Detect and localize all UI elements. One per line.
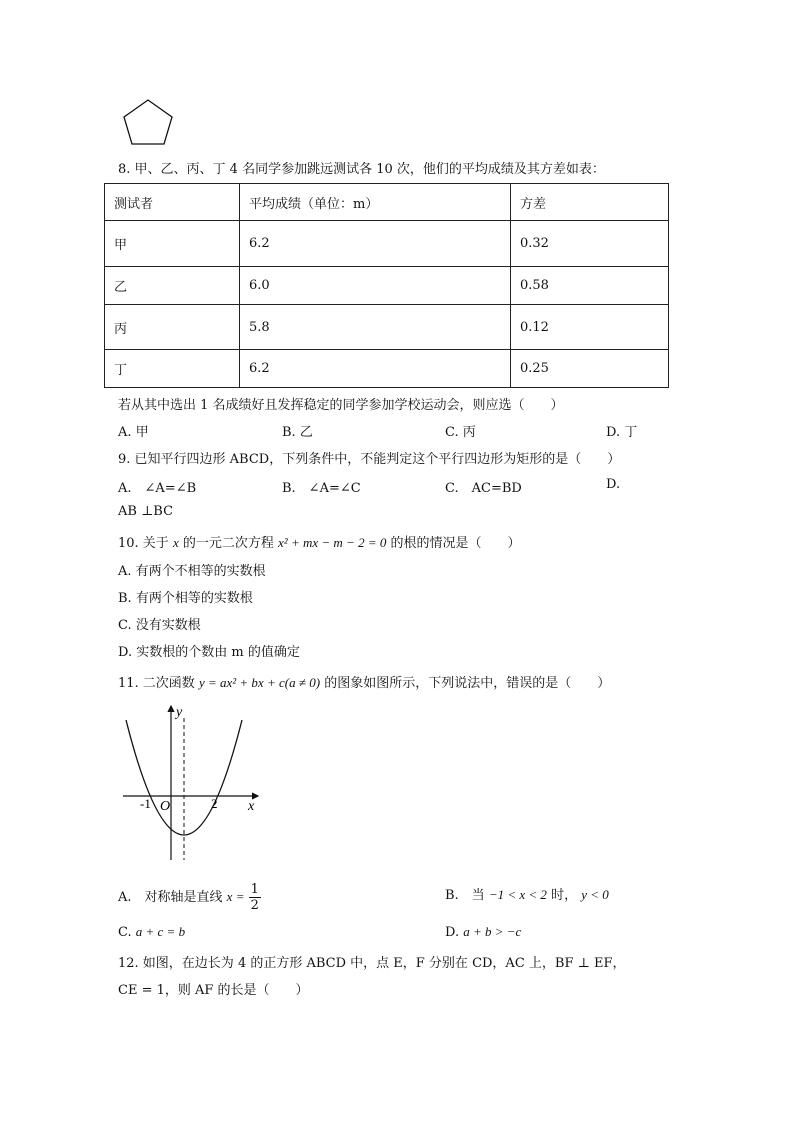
- q10-stem: [118, 532, 521, 551]
- q8-question: 若从其中选出 1 名成绩好且发挥稳定的同学参加学校运动会，则应选（ ）: [118, 398, 564, 413]
- table-cell: 6.2: [240, 221, 511, 267]
- x-axis-label: x: [248, 799, 255, 814]
- q11-option-a-prefix: A. 对称轴是直线: [118, 890, 223, 905]
- q10-equation: x² + mx − m − 2 = 0: [278, 535, 387, 550]
- table-row: [105, 305, 669, 350]
- table-cell: 5.8: [240, 305, 511, 350]
- q12-line2: CE = 1，则 AF 的长是（ ）: [118, 983, 309, 998]
- q9-option-c: C. AC=BD: [445, 481, 522, 496]
- table-cell: 0.32: [511, 221, 669, 267]
- table-cell: 6.2: [240, 350, 511, 388]
- q10-option-b: B. 有两个相等的实数根: [118, 591, 253, 606]
- q8-option-b: B. 乙: [282, 425, 313, 440]
- y-axis-label: y: [176, 705, 183, 720]
- score-variance-table: [104, 183, 669, 388]
- table-cell: 0.58: [511, 267, 669, 305]
- q11-option-b-condition: −1 < x < 2: [488, 887, 547, 902]
- header-cell: 平均成绩（单位：m）: [240, 184, 511, 221]
- q11-option-d-eq: a + b > −c: [463, 924, 522, 939]
- table-cell: 乙: [105, 267, 240, 305]
- table-row: [105, 221, 669, 267]
- q11-option-b: [445, 884, 609, 903]
- q11-option-c-prefix: C.: [118, 925, 132, 940]
- q9-option-d-label: D.: [606, 477, 621, 492]
- root-left-label: -1: [140, 796, 151, 811]
- q11-option-a-eq: x =: [226, 889, 245, 904]
- q11-stem-prefix: 11. 二次函数: [118, 676, 195, 691]
- q11-stem: [118, 672, 610, 691]
- q8-stem: 8. 甲、乙、丙、丁 4 名同学参加跳远测试各 10 次，他们的平均成绩及其方差如表：: [118, 162, 605, 177]
- q9-option-d-text: AB ⊥BC: [118, 504, 174, 519]
- header-cell: 测试者: [105, 184, 240, 221]
- header-cell: 方差: [511, 184, 669, 221]
- q8-option-a: A. 甲: [118, 425, 149, 440]
- origin-label: O: [160, 799, 171, 814]
- q10-option-a: A. 有两个不相等的实数根: [118, 564, 266, 579]
- q11-option-b-prefix: B. 当: [445, 888, 485, 903]
- q11-stem-suffix: 的图象如图所示，下列说法中，错误的是（ ）: [324, 676, 611, 691]
- table-cell: 6.0: [240, 267, 511, 305]
- q10-option-d: D. 实数根的个数由 m 的值确定: [118, 645, 300, 660]
- table-header-row: [105, 184, 669, 221]
- table-row: [105, 350, 669, 388]
- q12-line1: 12. 如图，在边长为 4 的正方形 ABCD 中，点 E，F 分别在 CD，AC 上，BF ⊥ EF，: [118, 956, 626, 971]
- q9-option-a: A. ∠A=∠B: [118, 481, 197, 496]
- q11-option-c-eq: a + c = b: [135, 924, 186, 939]
- q8-option-c: C. 丙: [445, 425, 476, 440]
- table-row: [105, 267, 669, 305]
- q10-stem-suffix: 的根的情况是（ ）: [390, 536, 521, 551]
- q10-variable: x: [172, 535, 179, 550]
- q10-option-c: C. 没有实数根: [118, 618, 201, 633]
- table-cell: 0.12: [511, 305, 669, 350]
- q9-option-b: B. ∠A=∠C: [282, 481, 361, 496]
- q10-stem-mid: 的一元二次方程: [182, 536, 274, 551]
- q11-option-b-mid: 时，: [551, 888, 578, 903]
- fraction-denominator: 2: [250, 898, 259, 913]
- q11-option-d-prefix: D.: [445, 925, 460, 940]
- q11-option-d: [445, 924, 521, 940]
- q11-equation: y = ax² + bx + c(a ≠ 0): [198, 675, 321, 690]
- root-right-label: 2: [211, 796, 218, 811]
- parabola-graph: [118, 700, 268, 865]
- table-cell: 甲: [105, 221, 240, 267]
- table-cell: 丙: [105, 305, 240, 350]
- pentagon-figure: [122, 98, 176, 148]
- table-cell: 丁: [105, 350, 240, 388]
- q11-option-a: [118, 882, 261, 913]
- q11-option-c: [118, 924, 185, 940]
- q10-stem-prefix: 10. 关于: [118, 536, 169, 551]
- table-cell: 0.25: [511, 350, 669, 388]
- fraction-numerator: 1: [250, 882, 259, 897]
- q8-option-d: D. 丁: [606, 425, 638, 440]
- q9-stem: 9. 已知平行四边形 ABCD，下列条件中，不能判定这个平行四边形为矩形的是（ ）: [118, 452, 621, 467]
- fraction-one-half: [249, 882, 261, 913]
- q11-option-b-result: y < 0: [581, 887, 609, 902]
